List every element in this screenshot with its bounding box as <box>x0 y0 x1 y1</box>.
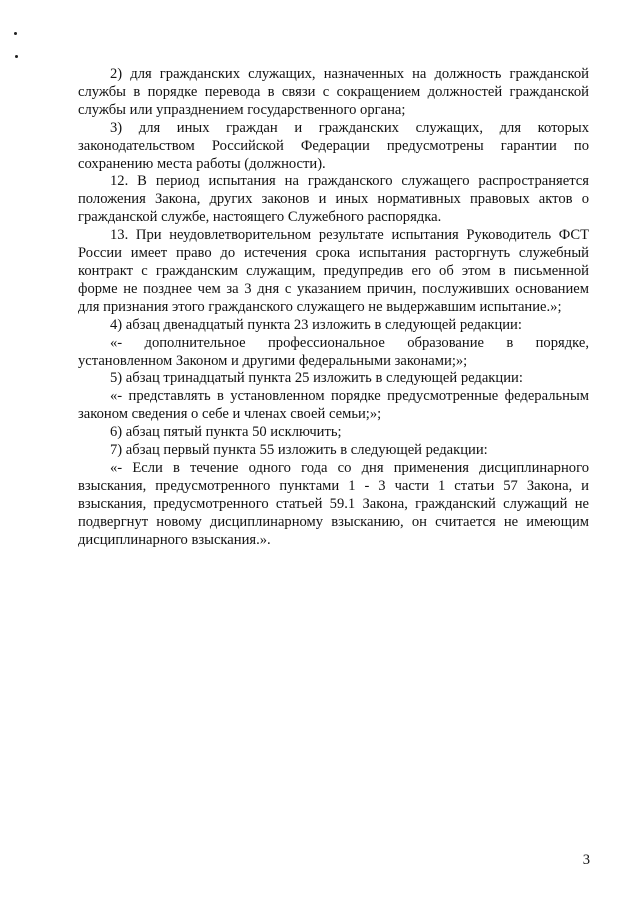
page-number: 3 <box>582 852 590 868</box>
document-body <box>78 66 589 549</box>
paragraph: 13. При неудовлетворительном результате испытания Руководитель ФСТ России имеет право до истечения срока испытания расторгнуть служебный контракт с гражданским служащим, предупредив его об этом в письменной форме не позднее чем за 3 дня с указанием причин, послуживших основанием для признания этого гражданского служащего не выдержавшим испытание.»; <box>78 227 589 315</box>
paragraph: 2) для гражданских служащих, назначенных на должность гражданской службы в порядке перевода в связи с сокращением должностей гражданской службы или упразднением государственного органа; <box>78 66 589 118</box>
paragraph: 7) абзац первый пункта 55 изложить в следующей редакции: <box>110 442 488 459</box>
scan-mark <box>15 55 18 58</box>
paragraph: 4) абзац двенадцатый пункта 23 изложить в следующей редакции: <box>110 316 522 333</box>
paragraph: 3) для иных граждан и гражданских служащих, для которых законодательством Российской Федерации предусмотрены гарантии по сохранению места работы (должности). <box>78 119 589 172</box>
paragraph: «- представлять в установленном порядке предусмотренные федеральным законом сведения о себе и членах своей семьи;»; <box>78 388 589 423</box>
paragraph: «- Если в течение одного года со дня применения дисциплинарного взыскания, предусмотренного пунктами 1 - 3 части 1 статьи 57 Закона, и взыскания, предусмотренного статьей 59.1 Закона, гражданский служащий не подвергнут новому дисциплинарному взысканию, он считается не имеющим дисциплинарного взыскания.». <box>78 459 589 548</box>
paragraph: 6) абзац пятый пункта 50 исключить; <box>110 424 342 441</box>
paragraph: 12. В период испытания на гражданского служащего распространяется положения Закона, других законов и иных нормативных правовых актов о гражданской службе, настоящего Служебного распорядка. <box>78 173 589 226</box>
scan-mark <box>14 32 17 35</box>
paragraph: 5) абзац тринадцатый пункта 25 изложить в следующей редакции: <box>110 370 523 387</box>
paragraph: «- дополнительное профессиональное образование в порядке, установленном Законом и другими федеральными законами;»; <box>78 334 589 369</box>
